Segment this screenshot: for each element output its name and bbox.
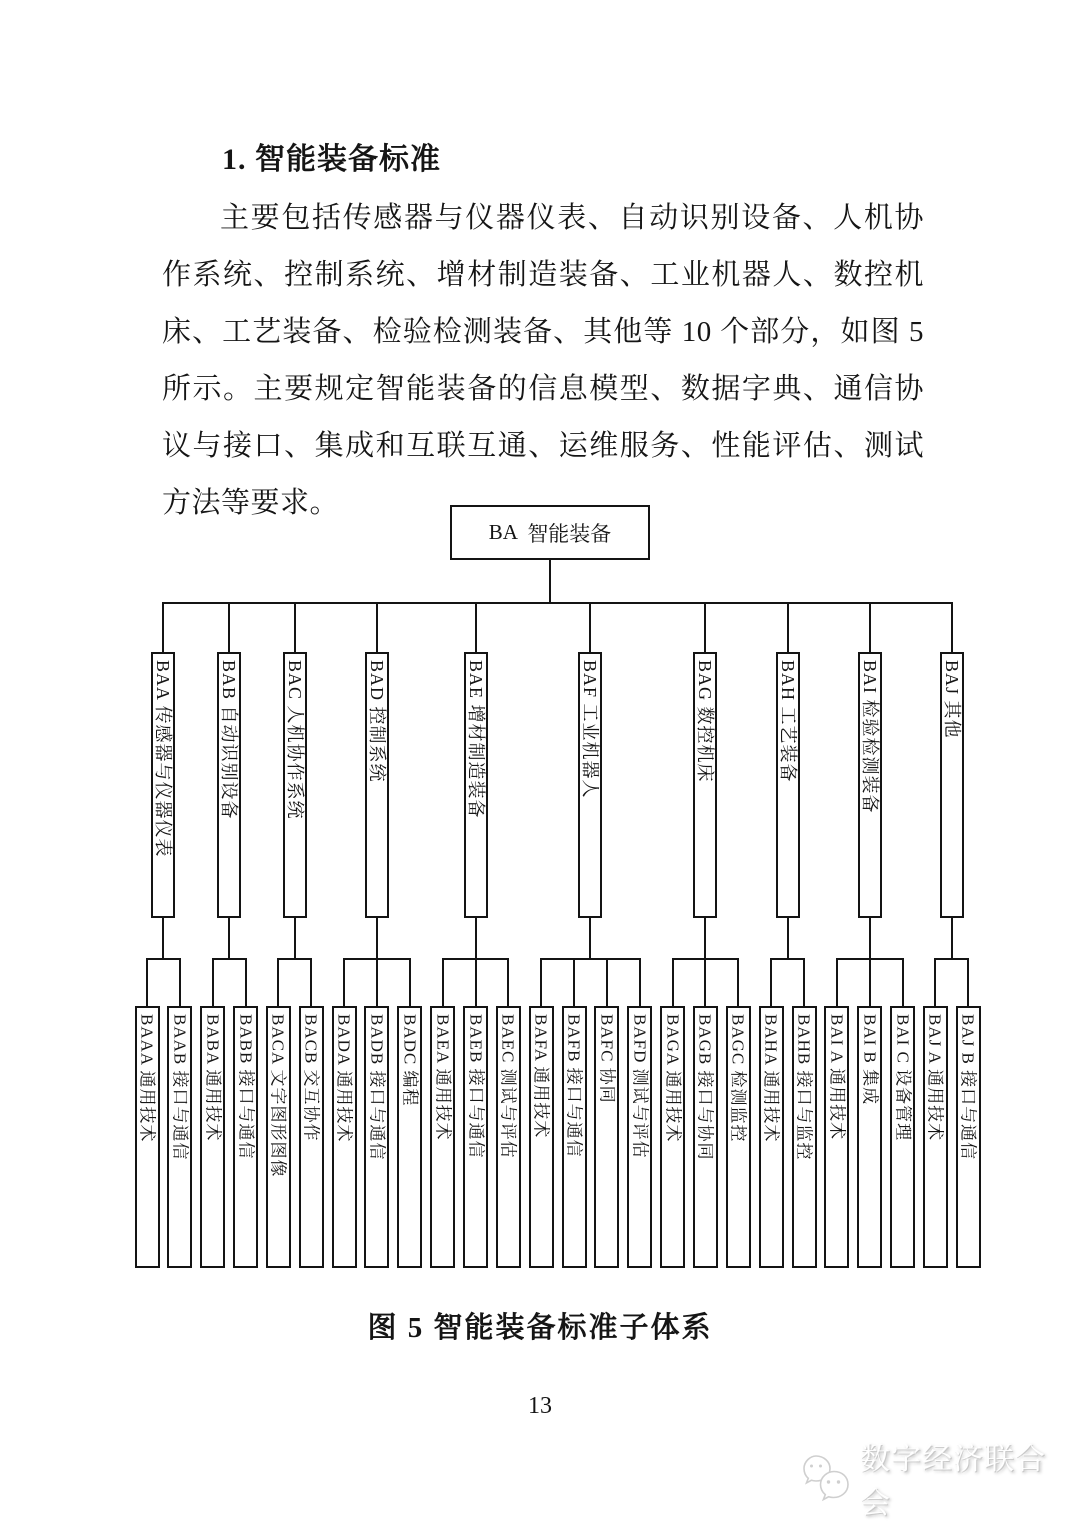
- connector-line: [770, 958, 805, 960]
- connector-line: [162, 918, 164, 958]
- tree-branch-box: [858, 652, 882, 918]
- connector-line: [869, 918, 871, 958]
- connector-line: [475, 602, 477, 652]
- tree-branch-box: [578, 652, 602, 918]
- tree-leaf-box: [233, 1006, 258, 1268]
- connector-line: [146, 958, 181, 960]
- tree-leaf-box-label: BAI B 集成: [860, 1014, 880, 1106]
- tree-leaf-box-label: BAAA 通用技术: [137, 1014, 157, 1143]
- tree-leaf-box: [430, 1006, 455, 1268]
- tree-branch-box-label: BAF 工业机器人: [580, 660, 601, 799]
- connector-line: [162, 602, 164, 652]
- tree-leaf-box-label: BAHA 通用技术: [761, 1014, 781, 1143]
- tree-leaf-box-label: BAI C 设备管理: [893, 1014, 913, 1142]
- tree-leaf-box: [496, 1006, 521, 1268]
- tree-leaf-box: [364, 1006, 389, 1268]
- tree-leaf-box-label: BAAB 接口与通信: [170, 1014, 190, 1161]
- connector-line: [475, 958, 477, 1006]
- tree-branch-box: [283, 652, 307, 918]
- footer-brand-text: 数字经济联合会: [860, 1443, 1046, 1520]
- tree-leaf-box-label: BAI A 通用技术: [827, 1014, 847, 1141]
- tree-branch-box: [464, 652, 488, 918]
- connector-line: [951, 918, 953, 958]
- connector-line: [770, 958, 772, 1006]
- tree-leaf-box-label: BAJ A 通用技术: [925, 1014, 945, 1142]
- connector-line: [589, 918, 591, 958]
- connector-line: [639, 958, 641, 1006]
- tree-leaf-box: [693, 1006, 718, 1268]
- connector-line: [507, 958, 509, 1006]
- connector-line: [442, 958, 444, 1006]
- tree-branch-box: [940, 652, 964, 918]
- connector-line: [540, 958, 542, 1006]
- tree-branch-box: [693, 652, 717, 918]
- tree-leaf-box: [266, 1006, 291, 1268]
- tree-root-box: [450, 505, 650, 560]
- connector-line: [376, 918, 378, 958]
- tree-branch-box-label: BAG 数控机床: [695, 660, 716, 783]
- connector-line: [475, 918, 477, 958]
- tree-leaf-box: [759, 1006, 784, 1268]
- tree-leaf-box-label: BADA 通用技术: [334, 1014, 354, 1143]
- connector-line: [277, 958, 279, 1006]
- connector-line: [672, 958, 674, 1006]
- tree-branch-box: [776, 652, 800, 918]
- connector-line: [803, 958, 805, 1006]
- connector-line: [672, 958, 740, 960]
- tree-root-code: BA: [488, 520, 518, 544]
- tree-leaf-box-label: BAEB 接口与通信: [466, 1014, 485, 1159]
- connector-line: [212, 958, 214, 1006]
- connector-line: [442, 958, 510, 960]
- tree-leaf-box: [529, 1006, 554, 1268]
- tree-leaf-box: [397, 1006, 422, 1268]
- tree-branch-box-label: BAC 人机协作系统: [284, 660, 305, 820]
- tree-leaf-box-label: BAGA 通用技术: [663, 1014, 683, 1143]
- connector-line: [162, 602, 952, 604]
- connector-line: [294, 602, 296, 652]
- tree-leaf-box: [627, 1006, 652, 1268]
- footer-watermark: [800, 1443, 1060, 1520]
- section-heading: 1. 智能装备标准: [222, 143, 441, 176]
- connector-line: [902, 958, 904, 1006]
- tree-leaf-box-label: BAEC 测试与评估: [498, 1014, 518, 1159]
- tree-leaf-box: [332, 1006, 357, 1268]
- tree-branch-box-label: BAA 传感器与仪器仪表: [153, 660, 174, 858]
- tree-leaf-box: [135, 1006, 160, 1268]
- tree-leaf-box: [660, 1006, 685, 1268]
- connector-line: [737, 958, 739, 1006]
- connector-line: [540, 958, 641, 960]
- connector-line: [409, 958, 411, 1006]
- tree-leaf-box: [594, 1006, 619, 1268]
- tree-leaf-box: [562, 1006, 587, 1268]
- connector-line: [228, 918, 230, 958]
- connector-line: [704, 918, 706, 958]
- connector-line: [179, 958, 181, 1006]
- connector-line: [704, 958, 706, 1006]
- connector-line: [294, 918, 296, 958]
- tree-leaf-box: [890, 1006, 915, 1268]
- connector-line: [376, 958, 378, 1006]
- connector-line: [146, 958, 148, 1006]
- tree-leaf-box: [463, 1006, 488, 1268]
- connector-line: [573, 958, 575, 1006]
- tree-leaf-box: [200, 1006, 225, 1268]
- tree-leaf-box-label: BADC 编程: [400, 1014, 420, 1107]
- connector-line: [343, 958, 345, 1006]
- connector-line: [787, 918, 789, 958]
- tree-leaf-box-label: BAFD 测试与评估: [630, 1014, 650, 1159]
- connector-line: [869, 602, 871, 652]
- tree-leaf-box: [299, 1006, 324, 1268]
- tree-branch-box: [365, 652, 389, 918]
- connector-line: [606, 958, 608, 1006]
- tree-branch-box-label: BAH 工艺装备: [777, 660, 798, 783]
- tree-leaf-box: [726, 1006, 751, 1268]
- connector-line: [245, 958, 247, 1006]
- tree-leaf-box-label: BAFC 协同: [597, 1014, 617, 1104]
- connector-line: [277, 958, 312, 960]
- tree-leaf-box-label: BAFB 接口与通信: [564, 1014, 584, 1158]
- tree-leaf-box-label: BAHB 接口与监控: [794, 1014, 814, 1161]
- tree-leaf-box: [792, 1006, 817, 1268]
- connector-line: [934, 958, 936, 1006]
- connector-line: [869, 958, 871, 1006]
- connector-line: [934, 958, 969, 960]
- tree-leaf-box-label: BACB 交互协作: [301, 1014, 321, 1142]
- connector-line: [836, 958, 838, 1006]
- connector-line: [549, 560, 551, 602]
- connector-line: [310, 958, 312, 1006]
- tree-leaf-box-label: BAEA 通用技术: [433, 1014, 453, 1141]
- tree-branch-box: [217, 652, 241, 918]
- body-paragraph: 主要包括传感器与仪器仪表、自动识别设备、人机协作系统、控制系统、增材制造装备、工业机器人、数控机床、工艺装备、检验检测装备、其他等 10 个部分，如图 5 所示。主要规定智能装备的信息模型、数据字典、通信协议与接口、集成和互联互通、运维服务、性能评估、测试方法等要求。: [162, 202, 924, 519]
- connector-line: [343, 958, 411, 960]
- connector-line: [787, 602, 789, 652]
- tree-leaf-box-label: BADB 接口与通信: [367, 1014, 387, 1161]
- tree-leaf-box-label: BABB 接口与通信: [236, 1014, 256, 1160]
- tree-leaf-box-label: BABA 通用技术: [203, 1014, 223, 1142]
- tree-leaf-box: [923, 1006, 948, 1268]
- tree-leaf-box-label: BAFA 通用技术: [531, 1014, 551, 1139]
- tree-leaf-box-label: BACA 文字图形图像: [268, 1014, 288, 1178]
- figure-caption: 图 5 智能装备标准子体系: [367, 1312, 713, 1344]
- tree-branch-box-label: BAJ 其他: [941, 660, 962, 739]
- tree-leaf-box: [167, 1006, 192, 1268]
- tree-branch-box-label: BAE 增材制造装备: [465, 660, 486, 819]
- tree-branch-box-label: BAB 自动识别设备: [219, 660, 240, 820]
- connector-line: [704, 602, 706, 652]
- connector-line: [951, 602, 953, 652]
- connector-line: [589, 602, 591, 652]
- tree-leaf-box-label: BAJ B 接口与通信: [958, 1014, 978, 1161]
- wechat-icon: [800, 1454, 852, 1502]
- tree-leaf-box: [857, 1006, 882, 1268]
- connector-line: [376, 602, 378, 652]
- tree-branch-box: [151, 652, 175, 918]
- tree-leaf-box-label: BAGC 检测监控: [728, 1014, 748, 1143]
- connector-line: [967, 958, 969, 1006]
- tree-branch-box-label: BAI 检验检测装备: [859, 660, 880, 814]
- page-number: 13: [528, 1393, 552, 1419]
- tree-leaf-box: [956, 1006, 981, 1268]
- tree-leaf-box-label: BAGB 接口与协同: [695, 1014, 715, 1161]
- tree-leaf-box: [824, 1006, 849, 1268]
- tree-root-label: 智能装备: [527, 521, 612, 546]
- connector-line: [836, 958, 904, 960]
- connector-line: [228, 602, 230, 652]
- connector-line: [212, 958, 247, 960]
- tree-branch-box-label: BAD 控制系统: [366, 660, 387, 783]
